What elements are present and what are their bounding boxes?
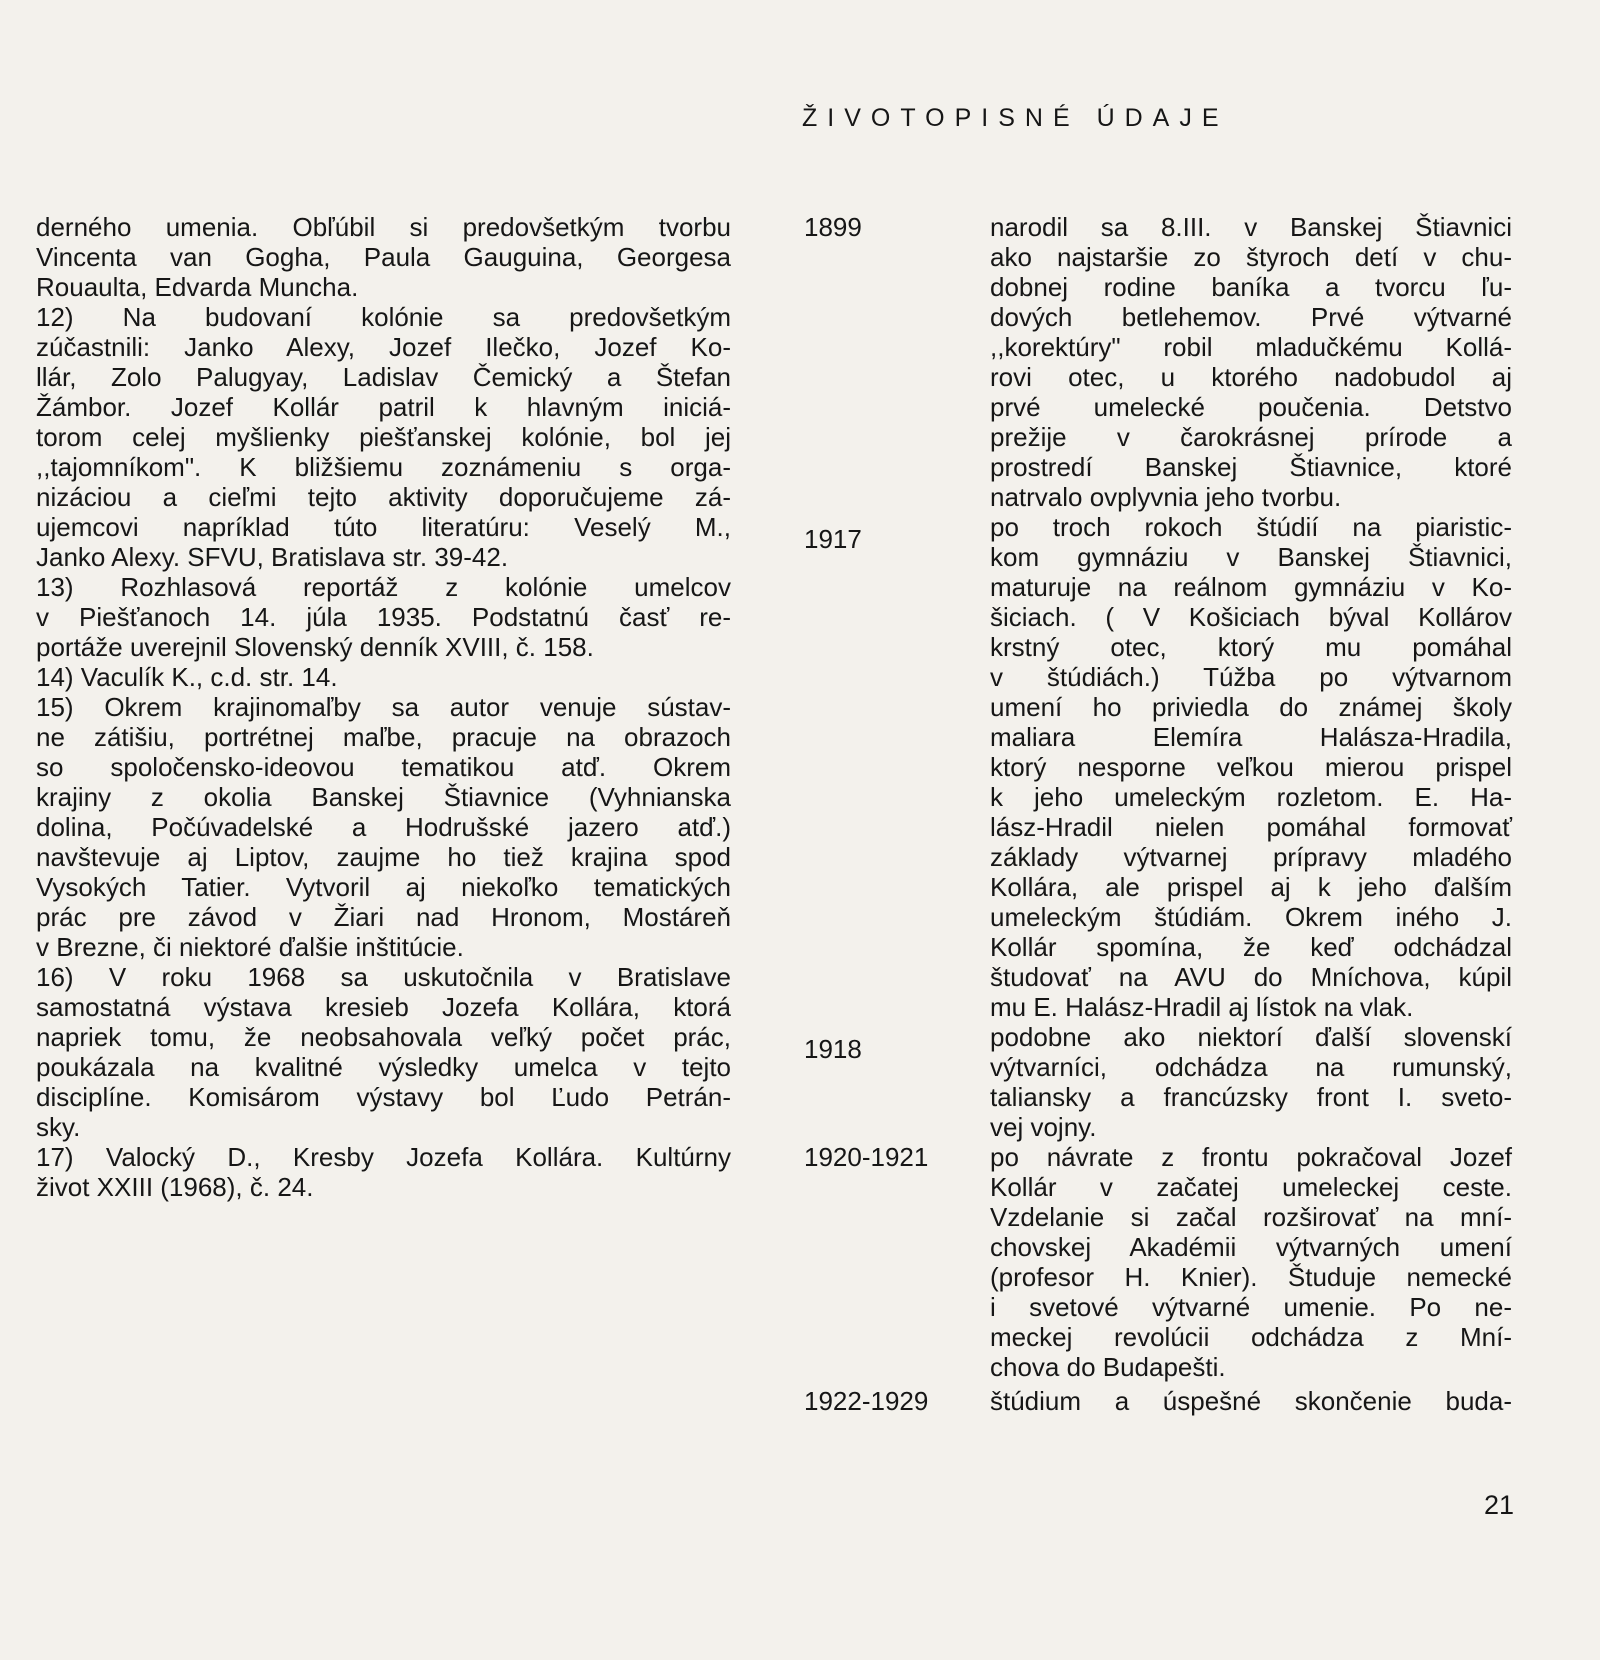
text-line: dových betlehemov. Prvé výtvarné [990, 302, 1512, 332]
text-line: prežije v čarokrásnej prírode a [990, 422, 1512, 452]
text-line: (profesor H. Knier). Študuje nemecké [990, 1262, 1512, 1292]
text-line: prostredí Banskej Štiavnice, ktoré [990, 452, 1512, 482]
text-line: v štúdiách.) Túžba po výtvarnom [990, 662, 1512, 692]
text-line: navštevuje aj Liptov, zaujme ho tiež krajina spod [36, 842, 731, 872]
text-line: prác pre závod v Žiari nad Hronom, Mostáreň [36, 902, 731, 932]
text-line: 17) Valocký D., Kresby Jozefa Kollára. Kultúrny [36, 1142, 731, 1172]
text-line: disciplíne. Komisárom výstavy bol Ľudo Petrán- [36, 1082, 731, 1112]
text-line: Vzdelanie si začal rozširovať na mní- [990, 1202, 1512, 1232]
text-line: 15) Okrem krajinomaľby sa autor venuje sústav- [36, 692, 731, 722]
text-line: chova do Budapešti. [990, 1352, 1226, 1382]
text-line: 14) Vaculík K., c.d. str. 14. [36, 662, 338, 692]
bio-description [990, 212, 1512, 512]
text-line: Vincenta van Gogha, Paula Gauguina, Georgesa [36, 242, 731, 272]
text-line: prvé umelecké poučenia. Detstvo [990, 392, 1512, 422]
text-line: natrvalo ovplyvnia jeho tvorbu. [990, 482, 1342, 512]
text-line: výtvarníci, odchádza na rumunský, [990, 1052, 1512, 1082]
text-line: chovskej Akadémii výtvarných umení [990, 1232, 1512, 1262]
text-line: poukázala na kvalitné výsledky umelca v tejto [36, 1052, 731, 1082]
text-line: so spoločensko-ideovou tematikou atď. Okrem [36, 752, 731, 782]
text-line: štúdium a úspešné skončenie buda- [990, 1386, 1512, 1416]
bio-year: 1922-1929 [804, 1386, 929, 1416]
text-line: maturuje na reálnom gymnáziu v Ko- [990, 572, 1512, 602]
section-title: ŽIVOTOPISNÉ ÚDAJE [802, 104, 1229, 132]
text-line: nizáciou a cieľmi tejto aktivity doporučujeme zá- [36, 482, 731, 512]
text-line: život XXIII (1968), č. 24. [36, 1172, 314, 1202]
text-line: ako najstaršie zo štyroch detí v chu- [990, 242, 1512, 272]
text-line: po troch rokoch štúdií na piaristic- [990, 512, 1512, 542]
text-line: derného umenia. Obľúbil si predovšetkým tvorbu [36, 212, 731, 242]
notes-column [36, 212, 731, 1202]
text-line: ,,tajomníkom". K bližšiemu zoznámeniu s orga- [36, 452, 731, 482]
text-line: kom gymnáziu v Banskej Štiavnici, [990, 542, 1512, 572]
text-line: krstný otec, ktorý mu pomáhal [990, 632, 1512, 662]
text-line: 12) Na budovaní kolónie sa predovšetkým [36, 302, 731, 332]
text-line: mu E. Halász-Hradil aj lístok na vlak. [990, 992, 1414, 1022]
bio-description [990, 1386, 1512, 1416]
text-line: Kollára, ale prispel aj k jeho ďalším [990, 872, 1512, 902]
page-number: 21 [1484, 1490, 1515, 1520]
text-line: sky. [36, 1112, 81, 1142]
text-line: Kollár v začatej umeleckej ceste. [990, 1172, 1512, 1202]
text-line: Rouaulta, Edvarda Muncha. [36, 272, 359, 302]
text-line: ktorý nesporne veľkou mierou prispel [990, 752, 1512, 782]
bio-description [990, 1142, 1512, 1382]
text-line: torom celej myšlienky piešťanskej kolónie, bol jej [36, 422, 731, 452]
text-line: 16) V roku 1968 sa uskutočnila v Bratislave [36, 962, 731, 992]
text-line: maliara Elemíra Halásza-Hradila, [990, 722, 1512, 752]
text-line: ne zátišiu, portrétnej maľbe, pracuje na obrazoch [36, 722, 731, 752]
text-line: vej vojny. [990, 1112, 1097, 1142]
text-line: rovi otec, u ktorého nadobudol aj [990, 362, 1512, 392]
text-line: taliansky a francúzsky front I. sveto- [990, 1082, 1512, 1112]
text-line: portáže uverejnil Slovenský denník XVIII, č. 158. [36, 632, 594, 662]
text-line: Kollár spomína, že keď odchádzal [990, 932, 1512, 962]
text-line: zúčastnili: Janko Alexy, Jozef Ilečko, Jozef Ko- [36, 332, 731, 362]
bio-description [990, 1022, 1512, 1142]
text-line: Žámbor. Jozef Kollár patril k hlavným iniciá- [36, 392, 731, 422]
text-line: samostatná výstava kresieb Jozefa Kollára, ktorá [36, 992, 731, 1022]
text-line: v Piešťanoch 14. júla 1935. Podstatnú časť re- [36, 602, 731, 632]
text-line: meckej revolúcii odchádza z Mní- [990, 1322, 1512, 1352]
text-line: narodil sa 8.III. v Banskej Štiavnici [990, 212, 1512, 242]
text-line: i svetové výtvarné umenie. Po ne- [990, 1292, 1512, 1322]
text-line: napriek tomu, že neobsahovala veľký počet prác, [36, 1022, 731, 1052]
bio-year: 1899 [804, 212, 862, 242]
text-line: umení ho priviedla do známej školy [990, 692, 1512, 722]
text-line: 13) Rozhlasová reportáž z kolónie umelcov [36, 572, 731, 602]
text-line: po návrate z frontu pokračoval Jozef [990, 1142, 1512, 1172]
bio-year: 1917 [804, 524, 862, 554]
text-line: šiciach. ( V Košiciach býval Kollárov [990, 602, 1512, 632]
text-line: základy výtvarnej prípravy mladého [990, 842, 1512, 872]
text-line: dolina, Počúvadelské a Hodrušské jazero atď.) [36, 812, 731, 842]
text-line: ,,korektúry" robil mladučkému Kollá- [990, 332, 1512, 362]
bio-description [990, 512, 1512, 1022]
text-line: krajiny z okolia Banskej Štiavnice (Vyhnianska [36, 782, 731, 812]
text-line: dobnej rodine baníka a tvorcu ľu- [990, 272, 1512, 302]
text-line: umeleckým štúdiám. Okrem iného J. [990, 902, 1512, 932]
text-line: lász-Hradil nielen pomáhal formovať [990, 812, 1512, 842]
text-line: k jeho umeleckým rozletom. E. Ha- [990, 782, 1512, 812]
text-line: v Brezne, či niektoré ďalšie inštitúcie. [36, 932, 464, 962]
text-line: llár, Zolo Palugyay, Ladislav Čemický a Štefan [36, 362, 731, 392]
text-line: študovať na AVU do Mníchova, kúpil [990, 962, 1512, 992]
text-line: Vysokých Tatier. Vytvoril aj niekoľko tematických [36, 872, 731, 902]
text-line: podobne ako niektorí ďalší slovenskí [990, 1022, 1512, 1052]
bio-year: 1920-1921 [804, 1142, 929, 1172]
bio-year: 1918 [804, 1034, 862, 1064]
text-line: Janko Alexy. SFVU, Bratislava str. 39-42. [36, 542, 509, 572]
text-line: ujemcovi napríklad túto literatúru: Veselý M., [36, 512, 731, 542]
